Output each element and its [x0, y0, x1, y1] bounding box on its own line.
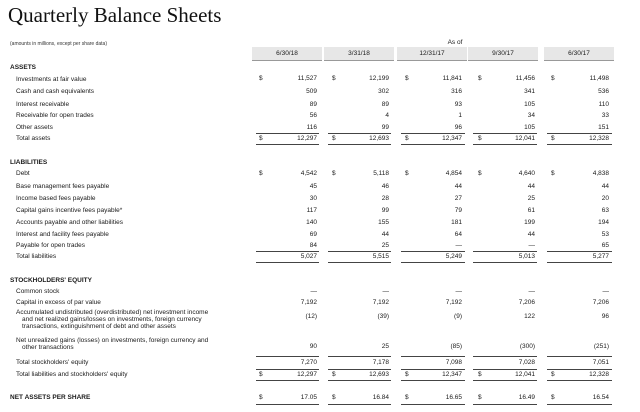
subtotal-rule — [547, 369, 612, 370]
dollar-sign: $ — [259, 170, 263, 177]
row-label: Other assets — [16, 124, 53, 131]
table-cell: 12,328 — [589, 371, 609, 378]
subtotal-rule — [256, 356, 319, 357]
total-rule — [256, 380, 319, 381]
table-cell: 7,192 — [300, 299, 317, 306]
total-rule — [547, 144, 612, 145]
row-label: Capital in excess of par value — [16, 299, 101, 306]
total-rule — [547, 262, 612, 263]
table-cell: — — [455, 242, 462, 249]
total-rule — [401, 404, 465, 405]
total-rule — [256, 262, 319, 263]
table-cell: 53 — [601, 231, 609, 238]
table-cell: — — [602, 288, 609, 295]
column-header: 6/30/17 — [544, 47, 614, 61]
table-cell: 7,192 — [445, 299, 462, 306]
section-heading: STOCKHOLDERS' EQUITY — [10, 277, 92, 284]
net-assets-label: NET ASSETS PER SHARE — [10, 394, 91, 401]
table-cell: 341 — [524, 88, 535, 95]
table-cell: 7,270 — [300, 359, 317, 366]
table-cell: 93 — [454, 101, 462, 108]
dollar-sign: $ — [478, 371, 482, 378]
table-cell: (85) — [450, 343, 462, 350]
table-cell: 7,206 — [518, 299, 535, 306]
row-label: Total assets — [16, 135, 51, 142]
table-cell: 117 — [306, 207, 317, 214]
table-cell: 12,328 — [589, 135, 609, 142]
table-cell: 20 — [601, 195, 609, 202]
table-cell: — — [455, 288, 462, 295]
table-cell: 7,178 — [372, 359, 389, 366]
table-cell: 105 — [524, 101, 535, 108]
table-cell: — — [528, 288, 535, 295]
table-cell: 56 — [309, 112, 317, 119]
dollar-sign: $ — [259, 75, 263, 82]
subtotal-rule — [256, 133, 319, 134]
table-cell: 99 — [381, 207, 389, 214]
table-cell: 25 — [381, 242, 389, 249]
table-cell: 4 — [385, 112, 389, 119]
dollar-sign: $ — [478, 170, 482, 177]
dollar-sign: $ — [259, 371, 263, 378]
table-cell: 63 — [601, 207, 609, 214]
subtotal-rule — [256, 369, 319, 370]
row-label: Interest and facility fees payable — [16, 231, 109, 238]
dollar-sign: $ — [551, 371, 555, 378]
table-cell: 44 — [527, 231, 535, 238]
table-cell: (300) — [519, 343, 535, 350]
table-cell: 11,841 — [442, 75, 462, 82]
subtotal-rule — [473, 369, 537, 370]
subtotal-rule — [473, 133, 537, 134]
dollar-sign: $ — [478, 75, 482, 82]
row-label: Investments at fair value — [16, 76, 87, 83]
table-cell: 25 — [527, 195, 535, 202]
dollar-sign: $ — [405, 75, 409, 82]
row-label: Total stockholders' equity — [16, 359, 89, 366]
total-rule — [473, 404, 537, 405]
table-cell: 89 — [381, 101, 389, 108]
table-cell: 11,456 — [515, 75, 535, 82]
column-header: 3/31/18 — [324, 47, 394, 61]
dollar-sign: $ — [405, 371, 409, 378]
table-cell: 140 — [306, 219, 317, 226]
subtotal-rule — [547, 133, 612, 134]
table-cell: 27 — [454, 195, 462, 202]
subtotal-rule — [328, 133, 391, 134]
table-cell: 1 — [458, 112, 462, 119]
subtotal-rule — [473, 356, 537, 357]
dollar-sign: $ — [332, 75, 336, 82]
table-cell: 181 — [451, 219, 462, 226]
as-of-label: As of — [447, 39, 463, 46]
subtotal-rule — [401, 369, 465, 370]
table-cell: 12,199 — [369, 75, 389, 82]
section-heading: ASSETS — [10, 64, 37, 71]
row-label: Total liabilities — [16, 253, 57, 260]
subtotal-rule — [401, 251, 465, 252]
subtotal-rule — [473, 251, 537, 252]
subtotal-rule — [401, 356, 465, 357]
table-cell: 5,249 — [445, 253, 462, 260]
table-cell: 12,693 — [369, 135, 389, 142]
subtotal-rule — [401, 133, 465, 134]
row-label: Accumulated undistributed (overdistributed) net investment income — [16, 309, 209, 316]
dollar-sign: $ — [405, 170, 409, 177]
row-label: Debt — [16, 170, 30, 177]
row-label: Base management fees payable — [16, 183, 110, 190]
dollar-sign: $ — [259, 135, 263, 142]
units-note: (amounts in millions, except per share data) — [10, 41, 107, 47]
table-cell: (9) — [454, 313, 462, 320]
table-cell: 65 — [601, 242, 609, 249]
table-cell: 5,277 — [592, 253, 609, 260]
table-cell: 28 — [381, 195, 389, 202]
section-heading: LIABILITIES — [10, 159, 48, 166]
table-cell: 33 — [601, 112, 609, 119]
table-cell: 194 — [598, 219, 609, 226]
table-cell: 122 — [524, 313, 535, 320]
table-cell: 12,693 — [369, 371, 389, 378]
table-cell: 4,640 — [518, 170, 535, 177]
total-rule — [401, 144, 465, 145]
table-cell: 105 — [524, 124, 535, 131]
subtotal-rule — [328, 251, 391, 252]
table-cell: 79 — [454, 207, 462, 214]
column-header: 9/30/17 — [468, 47, 538, 61]
total-rule — [401, 262, 465, 263]
total-rule — [328, 144, 391, 145]
table-cell: (12) — [305, 313, 317, 320]
subtotal-rule — [328, 356, 391, 357]
table-cell: 5,013 — [518, 253, 535, 260]
table-cell: 44 — [381, 231, 389, 238]
table-cell: 69 — [309, 231, 317, 238]
row-label: Income based fees payable — [16, 195, 96, 202]
table-cell: 7,051 — [592, 359, 609, 366]
column-header: 12/31/17 — [397, 47, 467, 61]
dollar-sign: $ — [332, 135, 336, 142]
table-cell: 11,498 — [589, 75, 609, 82]
total-rule — [473, 144, 537, 145]
table-cell: 44 — [527, 183, 535, 190]
dollar-sign: $ — [332, 170, 336, 177]
subtotal-rule — [328, 369, 391, 370]
total-rule — [256, 404, 319, 405]
table-cell: 12,347 — [442, 371, 462, 378]
row-label: Net unrealized gains (losses) on investments, foreign currency and — [16, 337, 209, 344]
table-cell: 116 — [306, 124, 317, 131]
table-cell: 61 — [527, 207, 535, 214]
table-cell: 96 — [601, 313, 609, 320]
dollar-sign: $ — [551, 394, 555, 401]
table-cell: 96 — [454, 124, 462, 131]
table-cell: 45 — [309, 183, 317, 190]
table-cell: 30 — [309, 195, 317, 202]
table-cell: 46 — [381, 183, 389, 190]
table-cell: 99 — [381, 124, 389, 131]
table-cell: 17.05 — [300, 394, 317, 401]
row-label: Receivable for open trades — [16, 112, 94, 119]
table-cell: 90 — [309, 343, 317, 350]
table-cell: 5,118 — [373, 170, 389, 177]
row-label: Interest receivable — [16, 101, 70, 108]
table-cell: 12,041 — [515, 135, 535, 142]
row-label: transactions, extinguishment of debt and other assets — [22, 323, 176, 330]
table-cell: 84 — [309, 242, 317, 249]
total-rule — [547, 380, 612, 381]
table-cell: 5,515 — [372, 253, 389, 260]
table-cell: — — [382, 288, 389, 295]
table-cell: 7,206 — [592, 299, 609, 306]
row-label: Payable for open trades — [16, 242, 86, 249]
table-cell: 4,838 — [592, 170, 609, 177]
row-label: and net realized gains/losses on investments, foreign currency — [22, 316, 202, 323]
table-cell: (39) — [377, 313, 389, 320]
subtotal-rule — [256, 251, 319, 252]
dollar-sign: $ — [405, 135, 409, 142]
table-cell: 12,041 — [515, 371, 535, 378]
row-label: Capital gains incentive fees payable* — [16, 207, 123, 214]
table-cell: 155 — [378, 219, 389, 226]
table-cell: 4,542 — [300, 170, 317, 177]
table-cell: 44 — [454, 183, 462, 190]
total-rule — [328, 404, 391, 405]
table-cell: 11,527 — [297, 75, 317, 82]
dollar-sign: $ — [405, 394, 409, 401]
table-cell: 4,854 — [445, 170, 462, 177]
table-cell: 7,098 — [445, 359, 462, 366]
total-rule — [401, 380, 465, 381]
table-cell: 7,192 — [372, 299, 389, 306]
row-label: other transactions — [22, 344, 74, 351]
table-cell: — — [528, 242, 535, 249]
table-cell: (251) — [593, 343, 609, 350]
table-cell: 16.49 — [518, 394, 535, 401]
table-cell: 316 — [451, 88, 462, 95]
table-cell: 5,027 — [300, 253, 317, 260]
table-cell: 25 — [381, 343, 389, 350]
row-label: Accounts payable and other liabilities — [16, 219, 123, 226]
row-label: Cash and cash equivalents — [16, 88, 95, 95]
dollar-sign: $ — [478, 135, 482, 142]
table-cell: 44 — [601, 183, 609, 190]
total-rule — [256, 144, 319, 145]
subtotal-rule — [547, 356, 612, 357]
table-cell: 110 — [598, 101, 609, 108]
total-rule — [328, 380, 391, 381]
table-cell: 536 — [598, 88, 609, 95]
table-cell: 7,028 — [518, 359, 535, 366]
table-cell: — — [310, 288, 317, 295]
table-cell: 509 — [306, 88, 317, 95]
table-cell: 199 — [524, 219, 535, 226]
table-cell: 151 — [598, 124, 609, 131]
dollar-sign: $ — [551, 135, 555, 142]
table-cell: 302 — [378, 88, 389, 95]
dollar-sign: $ — [551, 170, 555, 177]
total-rule — [547, 404, 612, 405]
dollar-sign: $ — [332, 394, 336, 401]
table-cell: 12,347 — [442, 135, 462, 142]
table-cell: 16.54 — [592, 394, 609, 401]
dollar-sign: $ — [259, 394, 263, 401]
dollar-sign: $ — [551, 75, 555, 82]
table-cell: 12,297 — [297, 371, 317, 378]
table-cell: 16.84 — [372, 394, 389, 401]
dollar-sign: $ — [332, 371, 336, 378]
table-cell: 64 — [454, 231, 462, 238]
table-cell: 16.65 — [445, 394, 462, 401]
total-rule — [473, 262, 537, 263]
row-label: Common stock — [16, 288, 60, 295]
row-label: Total liabilities and stockholders' equity — [16, 371, 128, 378]
column-header: 6/30/18 — [252, 47, 322, 61]
table-cell: 12,297 — [297, 135, 317, 142]
dollar-sign: $ — [478, 394, 482, 401]
total-rule — [328, 262, 391, 263]
table-cell: 34 — [527, 112, 535, 119]
subtotal-rule — [547, 251, 612, 252]
table-cell: 89 — [309, 101, 317, 108]
total-rule — [473, 380, 537, 381]
page-title: Quarterly Balance Sheets — [8, 3, 222, 27]
